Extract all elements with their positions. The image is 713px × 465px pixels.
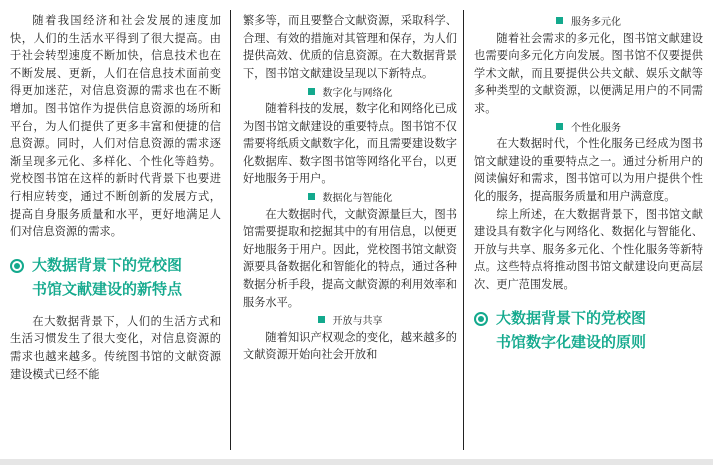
square-bullet-icon <box>308 88 315 95</box>
subheading-digital: 数字化与网络化 <box>243 82 457 100</box>
bottom-bar <box>0 459 713 465</box>
column-right <box>474 12 703 366</box>
section-title-line2: 书馆数字化建设的原则 <box>496 332 647 351</box>
square-bullet-icon <box>308 193 315 200</box>
square-bullet-icon <box>556 17 563 24</box>
subheading-personalized-service: 个性化服务 <box>474 118 703 136</box>
summary-paragraph: 综上所述，在大数据背景下，图书馆文献建设具有数字化与网络化、数据化与智能化、开放与共享、服务多元化、个性化服务等新特点。这些特点将推动图书馆文献建设向更高层次、更广范围发展。 <box>474 207 703 291</box>
data-paragraph: 在大数据时代，文献资源量巨大，图书馆需要提取和挖掘其中的有用信息，以便更好地服务于用户。因此，党校图书馆文献资源要具备数据化和智能化的特点，通过各种数据分析手段，提高文献资源的利用效率和服务水平。 <box>243 207 457 309</box>
square-bullet-icon <box>318 316 325 323</box>
section-heading-digital-principles <box>474 306 703 354</box>
column-middle <box>243 12 457 364</box>
open-paragraph: 随着知识产权观念的变化，越来越多的文献资源开始向社会开放和 <box>243 330 457 362</box>
subheading-data-intelligence: 数据化与智能化 <box>243 188 457 206</box>
section-heading-new-features <box>10 253 221 301</box>
diversified-paragraph: 随着社会需求的多元化，图书馆文献建设也需要向多元化方向发展。图书馆不仅要提供学术文献，而且要提供公共文献、娱乐文献等多种类型的文献资源，以便满足用户的不同需求。 <box>474 31 703 115</box>
square-bullet-icon <box>556 123 563 130</box>
column-divider <box>230 10 231 450</box>
section-bullet-icon <box>474 312 488 326</box>
subheading-diversified-service: 服务多元化 <box>474 12 703 30</box>
digital-paragraph: 随着科技的发展，数字化和网络化已成为图书馆文献建设的重要特点。图书馆不仅需要将纸质文献数字化，而且需要建设数字化数据库、数字图书馆等网络化平台，以更好地服务于用户。 <box>243 101 457 186</box>
section-intro-paragraph: 在大数据背景下，人们的生活方式和生活习惯发生了很大变化，对信息资源的需求也越来越多。传统图书馆的文献资源建设模式已经不能 <box>10 314 221 381</box>
column-left <box>10 12 221 383</box>
section-title-line1: 大数据背景下的党校图 <box>496 308 647 327</box>
continued-paragraph: 繁多等，而且要整合文献资源，采取科学、合理、有效的措施对其管理和保存，为人们提供高效、优质的信息资源。在大数据背景下，图书馆文献建设呈现以下新特点。 <box>243 14 457 80</box>
section-bullet-icon <box>10 259 24 273</box>
section-title-line1: 大数据背景下的党校图 <box>32 255 183 274</box>
section-title-line2: 书馆文献建设的新特点 <box>32 279 183 298</box>
column-divider <box>463 10 464 450</box>
subheading-open-share: 开放与共享 <box>243 311 457 329</box>
personalized-paragraph: 在大数据时代，个性化服务已经成为图书馆文献建设的重要特点之一。通过分析用户的阅读偏好和需求，图书馆可以为用户提供个性化的服务，提高服务质量和用户满意度。 <box>474 137 703 203</box>
intro-paragraph: 随着我国经济和社会发展的速度加快，人们的生活水平得到了很大提高。由于社会转型速度不断加快，信息技术也在不断发展、更新，人们在信息技术面前变得更加迷茫，对信息资源的需求也在不断增加。图书馆作为提供信息资源的场所和平台，为人们提供了更多丰富和便捷的信息资源。同时，人们对信息资源的需求逐渐呈现多元化、多样化、个性化等趋势。党校图书馆在这样的新时代背景下也要进行相应转变，通过不断创新的发展方式，提高自身服务质量和水平，更好地满足人们对信息资源的需求。 <box>10 14 221 239</box>
